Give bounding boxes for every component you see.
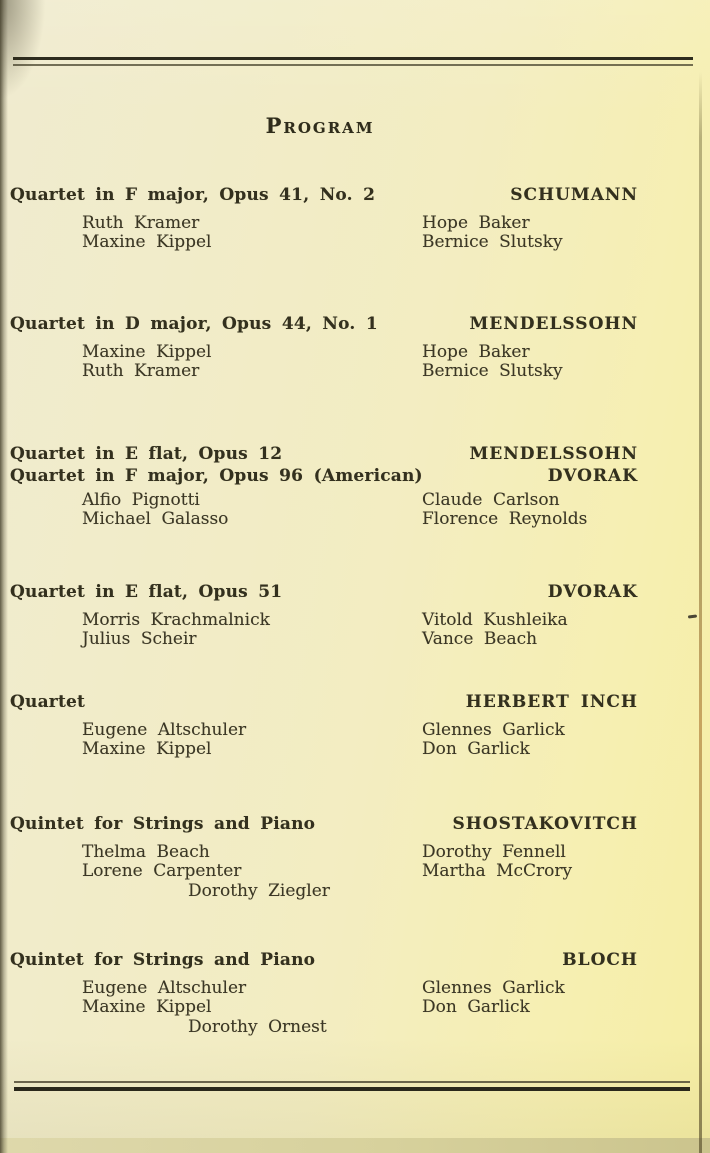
bottom-page-band	[0, 1138, 710, 1153]
performer-name: Don Garlick	[422, 997, 530, 1017]
work-title: Quartet in E flat, Opus 51	[10, 582, 283, 602]
performer-name: Don Garlick	[422, 739, 530, 759]
program-entry	[10, 581, 638, 649]
program-entry	[10, 313, 638, 381]
performer-name: Julius Scheir	[82, 629, 197, 649]
work-title: Quintet for Strings and Piano	[10, 814, 316, 834]
top-double-rule	[13, 57, 693, 66]
composer-name: SCHUMANN	[510, 185, 638, 205]
performers-right-column	[422, 979, 638, 1017]
performer-name: Hope Baker	[422, 213, 530, 233]
performers-right-column	[422, 214, 638, 252]
performer-name: Bernice Slutsky	[422, 232, 563, 252]
composer-name: SHOSTAKOVITCH	[452, 814, 638, 834]
performers-right-column	[422, 843, 638, 881]
performers-right-column	[422, 611, 638, 649]
performers-left-column	[10, 214, 422, 252]
performers-left-column	[10, 721, 422, 759]
performer-name: Eugene Altschuler	[82, 978, 247, 998]
program-entry	[10, 443, 638, 529]
work-title: Quartet in F major, Opus 96 (American)	[10, 466, 423, 486]
composer-name: MENDELSSOHN	[469, 314, 638, 334]
performer-name: Claude Carlson	[422, 490, 560, 510]
composer-name: DVORAK	[547, 466, 638, 486]
program-entry	[10, 949, 638, 1037]
performer-name: Ruth Kramer	[82, 213, 200, 233]
performer-name: Thelma Beach	[82, 842, 210, 862]
performer-name: Martha McCrory	[422, 861, 573, 881]
program-entry	[10, 184, 638, 252]
composer-name: MENDELSSOHN	[469, 444, 638, 464]
page-title: Program	[265, 113, 375, 138]
bottom-double-rule	[14, 1081, 690, 1091]
work-title: Quartet in E flat, Opus 12	[10, 444, 283, 464]
performer-name: Vitold Kushleika	[422, 610, 568, 630]
performer-name: Glennes Garlick	[422, 720, 565, 740]
performers-right-column	[422, 343, 638, 381]
performer-center: Dorothy Ornest	[188, 1017, 327, 1037]
performer-name: Ruth Kramer	[82, 361, 200, 381]
work-title: Quintet for Strings and Piano	[10, 950, 316, 970]
performer-name: Maxine Kippel	[82, 997, 212, 1017]
performers-left-column	[10, 843, 422, 881]
performer-name: Vance Beach	[422, 629, 538, 649]
composer-name: HERBERT INCH	[465, 692, 638, 712]
performer-name: Lorene Carpenter	[82, 861, 242, 881]
work-title: Quartet in F major, Opus 41, No. 2	[10, 185, 376, 205]
performers-left-column	[10, 343, 422, 381]
performer-center: Dorothy Ziegler	[188, 881, 330, 901]
page-right-edge-line	[699, 72, 702, 1153]
performer-name: Hope Baker	[422, 342, 530, 362]
performer-name: Bernice Slutsky	[422, 361, 563, 381]
program-entry	[10, 813, 638, 901]
performer-name: Alfio Pignotti	[82, 490, 200, 510]
performers-right-column	[422, 491, 638, 529]
performer-name: Eugene Altschuler	[82, 720, 247, 740]
work-title: Quartet	[10, 692, 86, 712]
ink-speck	[688, 614, 697, 618]
performers-left-column	[10, 611, 422, 649]
composer-name: BLOCH	[562, 950, 638, 970]
performer-name: Glennes Garlick	[422, 978, 565, 998]
performer-name: Maxine Kippel	[82, 232, 212, 252]
performer-name: Maxine Kippel	[82, 739, 212, 759]
composer-name: DVORAK	[547, 582, 638, 602]
page-left-edge-shadow	[0, 0, 8, 1153]
performer-name: Dorothy Fennell	[422, 842, 566, 862]
performer-name: Morris Krachmalnick	[82, 610, 270, 630]
performer-name: Maxine Kippel	[82, 342, 212, 362]
performers-right-column	[422, 721, 638, 759]
performers-left-column	[10, 491, 422, 529]
performers-left-column	[10, 979, 422, 1017]
work-title: Quartet in D major, Opus 44, No. 1	[10, 314, 378, 334]
program-entry	[10, 691, 638, 759]
performer-name: Michael Galasso	[82, 509, 229, 529]
performer-name: Florence Reynolds	[422, 509, 588, 529]
